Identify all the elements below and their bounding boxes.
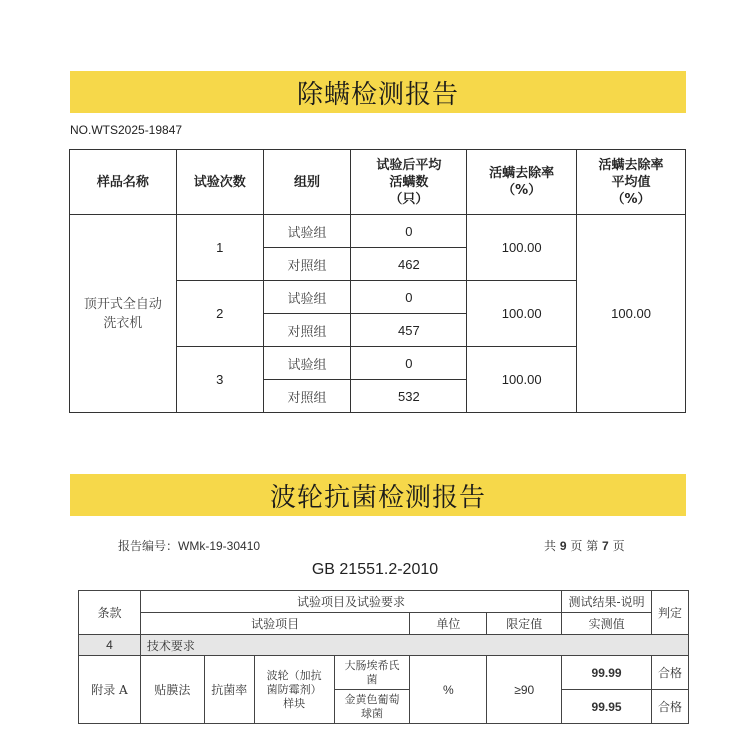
live-mite-count: 0 <box>351 215 467 248</box>
header-avg-removal-rate: 活螨去除率 平均值 （%） <box>577 150 686 215</box>
live-mite-count: 457 <box>351 314 467 347</box>
organism-name: 金黄色葡萄 球菌 <box>334 690 410 724</box>
group-label: 对照组 <box>263 248 351 281</box>
measured-value: 99.95 <box>562 690 652 724</box>
live-mite-count: 0 <box>351 281 467 314</box>
header-clause: 条款 <box>79 591 141 635</box>
removal-rate: 100.00 <box>467 215 577 281</box>
method-cell: 贴膜法 <box>140 656 204 724</box>
live-mite-count: 0 <box>351 347 467 380</box>
header-items-requirements: 试验项目及试验要求 <box>140 591 561 613</box>
header-verdict: 判定 <box>652 591 689 635</box>
group-label: 试验组 <box>263 215 351 248</box>
mite-removal-table <box>69 149 686 413</box>
sample-cell: 波轮（加抗 菌防霉剂） 样块 <box>254 656 334 724</box>
table-header-row <box>79 613 689 635</box>
header-test-item: 试验项目 <box>140 613 410 635</box>
table-header-row <box>70 150 686 215</box>
section-number: 4 <box>79 635 141 656</box>
mite-report-number: NO.WTS2025-19847 <box>70 123 183 137</box>
average-removal-rate: 100.00 <box>577 215 686 413</box>
section-row <box>79 635 689 656</box>
header-unit: 单位 <box>410 613 487 635</box>
header-measured: 实测值 <box>562 613 652 635</box>
organism-name: 大肠埃希氏 菌 <box>334 656 410 690</box>
removal-rate: 100.00 <box>467 347 577 413</box>
live-mite-count: 532 <box>351 380 467 413</box>
group-label: 对照组 <box>263 380 351 413</box>
sample-name-cell: 顶开式全自动 洗衣机 <box>70 215 177 413</box>
trial-number: 1 <box>176 215 263 281</box>
header-trial-count: 试验次数 <box>176 150 263 215</box>
page-info: 共 9 页 第 7 页 <box>544 539 625 553</box>
trial-number: 2 <box>176 281 263 347</box>
group-label: 对照组 <box>263 314 351 347</box>
header-group: 组别 <box>263 150 351 215</box>
verdict-cell: 合格 <box>652 656 689 690</box>
table-header-row <box>79 591 689 613</box>
header-removal-rate: 活螨去除率 （%） <box>467 150 577 215</box>
property-cell: 抗菌率 <box>204 656 254 724</box>
antibacterial-report-banner: 波轮抗菌检测报告 <box>70 474 686 516</box>
header-limit: 限定值 <box>487 613 562 635</box>
table-row <box>79 656 689 690</box>
unit-cell: % <box>410 656 487 724</box>
antibacterial-table <box>78 590 689 724</box>
mite-report-banner: 除螨检测报告 <box>70 71 686 113</box>
section-title: 技术要求 <box>140 635 688 656</box>
header-result-description: 测试结果-说明 <box>562 591 652 613</box>
clause-cell: 附录 A <box>79 656 141 724</box>
group-label: 试验组 <box>263 281 351 314</box>
measured-value: 99.99 <box>562 656 652 690</box>
live-mite-count: 462 <box>351 248 467 281</box>
table-row <box>70 215 686 248</box>
report-number-line: 报告编号：WMk-19-30410 <box>118 539 261 553</box>
group-label: 试验组 <box>263 347 351 380</box>
trial-number: 3 <box>176 347 263 413</box>
removal-rate: 100.00 <box>467 281 577 347</box>
limit-cell: ≥90 <box>487 656 562 724</box>
report-number: WMk-19-30410 <box>178 539 261 553</box>
header-avg-live-mites: 试验后平均 活螨数 （只） <box>351 150 467 215</box>
standard-number: GB 21551.2-2010 <box>311 561 439 578</box>
verdict-cell: 合格 <box>652 690 689 724</box>
header-sample-name: 样品名称 <box>70 150 177 215</box>
